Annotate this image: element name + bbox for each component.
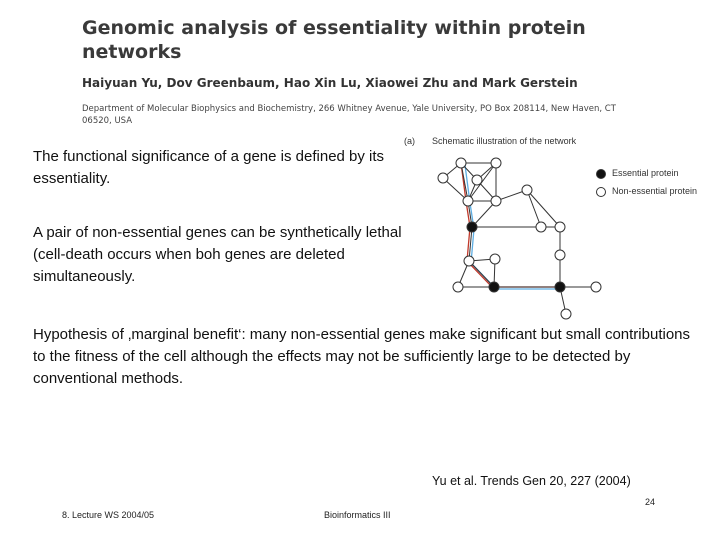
node xyxy=(522,185,532,195)
page-number: 24 xyxy=(645,497,656,507)
node xyxy=(491,158,501,168)
network-nodes xyxy=(438,158,601,319)
legend-nonessential-label: Non-essential protein xyxy=(612,186,698,196)
essential-node xyxy=(467,222,477,232)
footer-lecture: 8. Lecture WS 2004/05 xyxy=(62,510,155,520)
node xyxy=(555,250,565,260)
node xyxy=(472,175,482,185)
node xyxy=(463,196,473,206)
node xyxy=(591,282,601,292)
footer-course: Bioinformatics III xyxy=(324,510,391,520)
network-diagram xyxy=(398,132,713,327)
paragraph-synthetic-lethal: A pair of non-essential genes can be synthetically lethal (cell-death occurs when boh genes are deleted simultaneously. xyxy=(33,224,402,285)
paper-affiliation: Department of Molecular Biophysics and Biochemistry, 266 Whitney Avenue, Yale University, PO Box 208114, New Haven, CT 06520, USA xyxy=(82,104,616,126)
figure-panel-label: (a) xyxy=(404,136,415,146)
paragraph-marginal-benefit: Hypothesis of ‚marginal benefit‘: many non-essential genes make significant but small contributions to the fitness of the cell although the effects may not be sufficiently large to be detected by conventional methods. xyxy=(33,326,691,387)
legend-nonessential-marker xyxy=(597,188,606,197)
node xyxy=(453,282,463,292)
node xyxy=(561,309,571,319)
essential-node xyxy=(489,282,499,292)
paper-authors: Haiyuan Yu, Dov Greenbaum, Hao Xin Lu, Xiaowei Zhu and Mark Gerstein xyxy=(82,76,578,90)
legend-essential-marker xyxy=(597,170,606,179)
legend-essential-label: Essential protein xyxy=(612,168,679,178)
node xyxy=(464,256,474,266)
citation: Yu et al. Trends Gen 20, 227 (2004) xyxy=(432,474,631,488)
figure-caption: Schematic illustration of the network xyxy=(432,136,577,146)
node xyxy=(490,254,500,264)
paragraph-essentiality: The functional significance of a gene is defined by its essentiality. xyxy=(33,148,385,187)
node xyxy=(438,173,448,183)
paper-title: Genomic analysis of essentiality within protein networks xyxy=(82,17,586,63)
essential-node xyxy=(555,282,565,292)
network-edges xyxy=(443,163,596,314)
node xyxy=(491,196,501,206)
node xyxy=(555,222,565,232)
node xyxy=(536,222,546,232)
node xyxy=(456,158,466,168)
